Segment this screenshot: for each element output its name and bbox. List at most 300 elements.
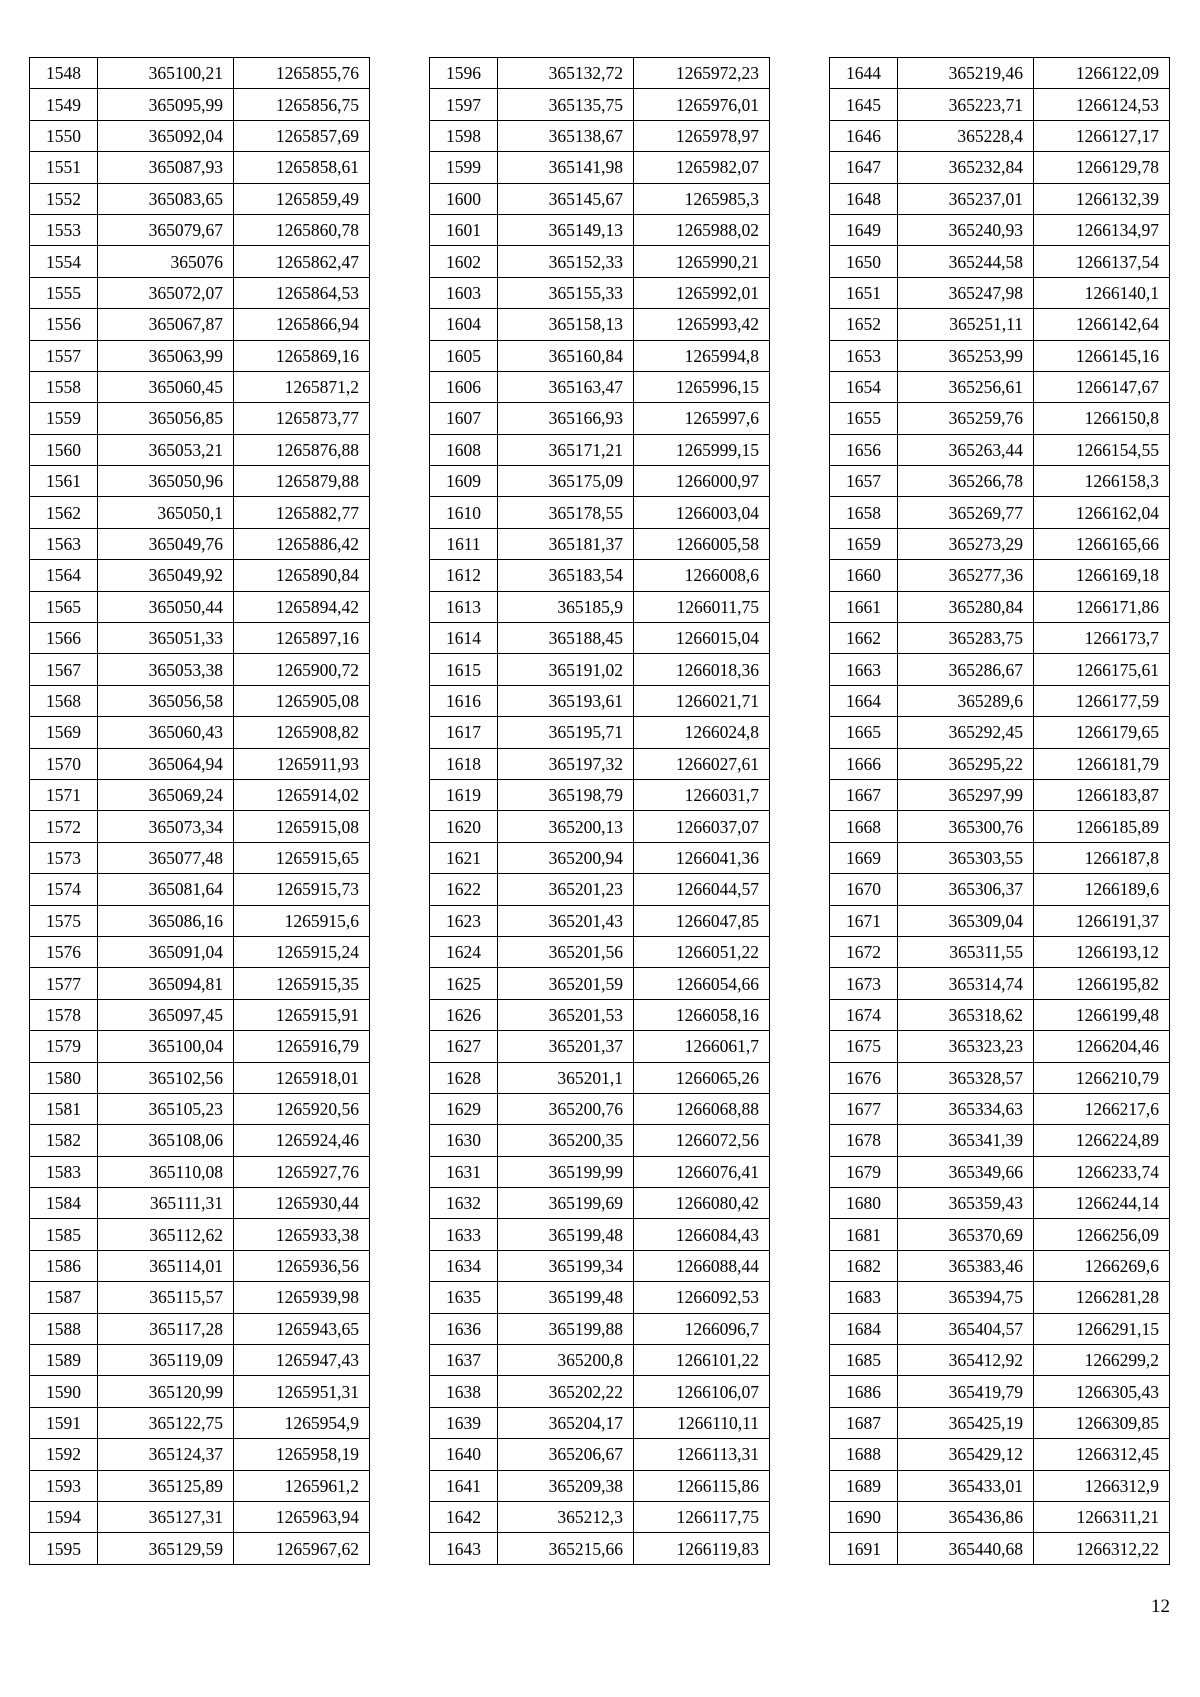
x-coordinate-cell: 365195,71 (498, 717, 634, 748)
point-number-cell: 1683 (830, 1282, 898, 1313)
x-coordinate-cell: 365232,84 (898, 152, 1034, 183)
point-number-cell: 1574 (30, 874, 98, 905)
y-coordinate-cell: 1265855,76 (234, 58, 370, 89)
table-row (830, 1376, 1170, 1407)
x-coordinate-cell: 365215,66 (498, 1533, 634, 1564)
table-row (430, 309, 770, 340)
y-coordinate-cell: 1266021,71 (634, 685, 770, 716)
point-number-cell: 1560 (30, 434, 98, 465)
point-number-cell: 1691 (830, 1533, 898, 1564)
table-row (430, 685, 770, 716)
y-coordinate-cell: 1265905,08 (234, 685, 370, 716)
point-number-cell: 1649 (830, 214, 898, 245)
x-coordinate-cell: 365206,67 (498, 1439, 634, 1470)
point-number-cell: 1582 (30, 1125, 98, 1156)
x-coordinate-cell: 365152,33 (498, 246, 634, 277)
table-row (830, 1439, 1170, 1470)
y-coordinate-cell: 1266244,14 (1034, 1188, 1170, 1219)
y-coordinate-cell: 1265871,2 (234, 371, 370, 402)
x-coordinate-cell: 365127,31 (98, 1501, 234, 1532)
y-coordinate-cell: 1266037,07 (634, 811, 770, 842)
point-number-cell: 1572 (30, 811, 98, 842)
point-number-cell: 1635 (430, 1282, 498, 1313)
table-row (830, 183, 1170, 214)
point-number-cell: 1623 (430, 905, 498, 936)
table-row (30, 403, 370, 434)
point-number-cell: 1573 (30, 842, 98, 873)
y-coordinate-cell: 1266068,88 (634, 1093, 770, 1124)
y-coordinate-cell: 1265936,56 (234, 1250, 370, 1281)
y-coordinate-cell: 1266127,17 (1034, 120, 1170, 151)
point-number-cell: 1614 (430, 623, 498, 654)
x-coordinate-cell: 365112,62 (98, 1219, 234, 1250)
table-row (430, 1439, 770, 1470)
y-coordinate-cell: 1265873,77 (234, 403, 370, 434)
y-coordinate-cell: 1265857,69 (234, 120, 370, 151)
y-coordinate-cell: 1265911,93 (234, 748, 370, 779)
x-coordinate-cell: 365269,77 (898, 497, 1034, 528)
point-number-cell: 1562 (30, 497, 98, 528)
table-row (430, 811, 770, 842)
y-coordinate-cell: 1265951,31 (234, 1376, 370, 1407)
table-row (830, 403, 1170, 434)
table-row (30, 811, 370, 842)
point-number-cell: 1657 (830, 466, 898, 497)
y-coordinate-cell: 1266119,83 (634, 1533, 770, 1564)
point-number-cell: 1639 (430, 1407, 498, 1438)
table-row (430, 58, 770, 89)
x-coordinate-cell: 365251,11 (898, 309, 1034, 340)
x-coordinate-cell: 365108,06 (98, 1125, 234, 1156)
point-number-cell: 1615 (430, 654, 498, 685)
y-coordinate-cell: 1266312,9 (1034, 1470, 1170, 1501)
x-coordinate-cell: 365341,39 (898, 1125, 1034, 1156)
point-number-cell: 1551 (30, 152, 98, 183)
y-coordinate-cell: 1266061,7 (634, 1031, 770, 1062)
x-coordinate-cell: 365087,93 (98, 152, 234, 183)
table-row (830, 717, 1170, 748)
x-coordinate-cell: 365297,99 (898, 779, 1034, 810)
point-number-cell: 1602 (430, 246, 498, 277)
point-number-cell: 1646 (830, 120, 898, 151)
table-row (830, 1031, 1170, 1062)
y-coordinate-cell: 1266299,2 (1034, 1345, 1170, 1376)
point-number-cell: 1682 (830, 1250, 898, 1281)
table-row (830, 779, 1170, 810)
x-coordinate-cell: 365083,65 (98, 183, 234, 214)
point-number-cell: 1576 (30, 936, 98, 967)
x-coordinate-cell: 365200,35 (498, 1125, 634, 1156)
table-row (30, 497, 370, 528)
point-number-cell: 1606 (430, 371, 498, 402)
x-coordinate-cell: 365077,48 (98, 842, 234, 873)
point-number-cell: 1636 (430, 1313, 498, 1344)
point-number-cell: 1669 (830, 842, 898, 873)
table-row (430, 842, 770, 873)
y-coordinate-cell: 1265908,82 (234, 717, 370, 748)
point-number-cell: 1642 (430, 1501, 498, 1532)
point-number-cell: 1684 (830, 1313, 898, 1344)
y-coordinate-cell: 1265924,46 (234, 1125, 370, 1156)
point-number-cell: 1677 (830, 1093, 898, 1124)
coordinate-table-2 (429, 57, 770, 1565)
point-number-cell: 1653 (830, 340, 898, 371)
table-row (30, 309, 370, 340)
x-coordinate-cell: 365237,01 (898, 183, 1034, 214)
y-coordinate-cell: 1265869,16 (234, 340, 370, 371)
point-number-cell: 1629 (430, 1093, 498, 1124)
y-coordinate-cell: 1266181,79 (1034, 748, 1170, 779)
table-row (430, 1407, 770, 1438)
table-row (430, 748, 770, 779)
point-number-cell: 1674 (830, 999, 898, 1030)
point-number-cell: 1630 (430, 1125, 498, 1156)
point-number-cell: 1575 (30, 905, 98, 936)
table-row (830, 1407, 1170, 1438)
point-number-cell: 1618 (430, 748, 498, 779)
y-coordinate-cell: 1265982,07 (634, 152, 770, 183)
table-row (430, 528, 770, 559)
coordinate-table-1 (29, 57, 370, 1565)
x-coordinate-cell: 365060,45 (98, 371, 234, 402)
y-coordinate-cell: 1265967,62 (234, 1533, 370, 1564)
y-coordinate-cell: 1266076,41 (634, 1156, 770, 1187)
point-number-cell: 1661 (830, 591, 898, 622)
point-number-cell: 1672 (830, 936, 898, 967)
y-coordinate-cell: 1265866,94 (234, 309, 370, 340)
x-coordinate-cell: 365119,09 (98, 1345, 234, 1376)
y-coordinate-cell: 1265997,6 (634, 403, 770, 434)
table-row (30, 246, 370, 277)
y-coordinate-cell: 1266142,64 (1034, 309, 1170, 340)
y-coordinate-cell: 1265864,53 (234, 277, 370, 308)
table-row (830, 1470, 1170, 1501)
x-coordinate-cell: 365105,23 (98, 1093, 234, 1124)
x-coordinate-cell: 365202,22 (498, 1376, 634, 1407)
table-row (30, 434, 370, 465)
point-number-cell: 1690 (830, 1501, 898, 1532)
y-coordinate-cell: 1266145,16 (1034, 340, 1170, 371)
table-row (830, 1093, 1170, 1124)
y-coordinate-cell: 1266018,36 (634, 654, 770, 685)
table-row (430, 1533, 770, 1564)
table-row (830, 528, 1170, 559)
x-coordinate-cell: 365171,21 (498, 434, 634, 465)
x-coordinate-cell: 365081,64 (98, 874, 234, 905)
table-row (430, 89, 770, 120)
table-row (430, 1282, 770, 1313)
table-row (830, 466, 1170, 497)
point-number-cell: 1621 (430, 842, 498, 873)
point-number-cell: 1548 (30, 58, 98, 89)
point-number-cell: 1619 (430, 779, 498, 810)
table-row (430, 1188, 770, 1219)
x-coordinate-cell: 365094,81 (98, 968, 234, 999)
point-number-cell: 1660 (830, 560, 898, 591)
x-coordinate-cell: 365120,99 (98, 1376, 234, 1407)
x-coordinate-cell: 365266,78 (898, 466, 1034, 497)
table-row (30, 842, 370, 873)
x-coordinate-cell: 365086,16 (98, 905, 234, 936)
x-coordinate-cell: 365256,61 (898, 371, 1034, 402)
point-number-cell: 1638 (430, 1376, 498, 1407)
y-coordinate-cell: 1265930,44 (234, 1188, 370, 1219)
y-coordinate-cell: 1266169,18 (1034, 560, 1170, 591)
x-coordinate-cell: 365155,33 (498, 277, 634, 308)
x-coordinate-cell: 365200,8 (498, 1345, 634, 1376)
x-coordinate-cell: 365149,13 (498, 214, 634, 245)
x-coordinate-cell: 365318,62 (898, 999, 1034, 1030)
x-coordinate-cell: 365193,61 (498, 685, 634, 716)
x-coordinate-cell: 365311,55 (898, 936, 1034, 967)
table-row (30, 277, 370, 308)
x-coordinate-cell: 365359,43 (898, 1188, 1034, 1219)
x-coordinate-cell: 365095,99 (98, 89, 234, 120)
x-coordinate-cell: 365092,04 (98, 120, 234, 151)
y-coordinate-cell: 1265915,24 (234, 936, 370, 967)
table-row (830, 120, 1170, 151)
table-row (830, 1313, 1170, 1344)
y-coordinate-cell: 1266189,6 (1034, 874, 1170, 905)
table-row (830, 1062, 1170, 1093)
table-row (830, 246, 1170, 277)
x-coordinate-cell: 365063,99 (98, 340, 234, 371)
x-coordinate-cell: 365303,55 (898, 842, 1034, 873)
y-coordinate-cell: 1265976,01 (634, 89, 770, 120)
y-coordinate-cell: 1266088,44 (634, 1250, 770, 1281)
point-number-cell: 1600 (430, 183, 498, 214)
table-row (30, 89, 370, 120)
y-coordinate-cell: 1266054,66 (634, 968, 770, 999)
x-coordinate-cell: 365201,1 (498, 1062, 634, 1093)
y-coordinate-cell: 1266312,22 (1034, 1533, 1170, 1564)
table-row (430, 120, 770, 151)
y-coordinate-cell: 1266051,22 (634, 936, 770, 967)
y-coordinate-cell: 1266137,54 (1034, 246, 1170, 277)
x-coordinate-cell: 365158,13 (498, 309, 634, 340)
point-number-cell: 1652 (830, 309, 898, 340)
y-coordinate-cell: 1266031,7 (634, 779, 770, 810)
x-coordinate-cell: 365181,37 (498, 528, 634, 559)
table-row (430, 874, 770, 905)
x-coordinate-cell: 365097,45 (98, 999, 234, 1030)
point-number-cell: 1595 (30, 1533, 98, 1564)
y-coordinate-cell: 1266134,97 (1034, 214, 1170, 245)
point-number-cell: 1557 (30, 340, 98, 371)
x-coordinate-cell: 365263,44 (898, 434, 1034, 465)
table-row (30, 1031, 370, 1062)
x-coordinate-cell: 365283,75 (898, 623, 1034, 654)
table-row (30, 905, 370, 936)
x-coordinate-cell: 365199,34 (498, 1250, 634, 1281)
x-coordinate-cell: 365166,93 (498, 403, 634, 434)
point-number-cell: 1609 (430, 466, 498, 497)
point-number-cell: 1599 (430, 152, 498, 183)
point-number-cell: 1569 (30, 717, 98, 748)
y-coordinate-cell: 1265882,77 (234, 497, 370, 528)
x-coordinate-cell: 365201,23 (498, 874, 634, 905)
point-number-cell: 1565 (30, 591, 98, 622)
point-number-cell: 1586 (30, 1250, 98, 1281)
x-coordinate-cell: 365300,76 (898, 811, 1034, 842)
x-coordinate-cell: 365197,32 (498, 748, 634, 779)
x-coordinate-cell: 365349,66 (898, 1156, 1034, 1187)
y-coordinate-cell: 1265927,76 (234, 1156, 370, 1187)
point-number-cell: 1686 (830, 1376, 898, 1407)
y-coordinate-cell: 1266101,22 (634, 1345, 770, 1376)
y-coordinate-cell: 1266008,6 (634, 560, 770, 591)
x-coordinate-cell: 365138,67 (498, 120, 634, 151)
point-number-cell: 1626 (430, 999, 498, 1030)
y-coordinate-cell: 1266110,11 (634, 1407, 770, 1438)
page-number: 12 (1151, 1596, 1170, 1617)
table-row (830, 560, 1170, 591)
point-number-cell: 1578 (30, 999, 98, 1030)
y-coordinate-cell: 1266233,74 (1034, 1156, 1170, 1187)
table-row (430, 936, 770, 967)
table-row (830, 58, 1170, 89)
x-coordinate-cell: 365277,36 (898, 560, 1034, 591)
y-coordinate-cell: 1266312,45 (1034, 1439, 1170, 1470)
x-coordinate-cell: 365201,56 (498, 936, 634, 967)
table-row (30, 1219, 370, 1250)
point-number-cell: 1610 (430, 497, 498, 528)
x-coordinate-cell: 365370,69 (898, 1219, 1034, 1250)
point-number-cell: 1679 (830, 1156, 898, 1187)
x-coordinate-cell: 365100,21 (98, 58, 234, 89)
y-coordinate-cell: 1265890,84 (234, 560, 370, 591)
x-coordinate-cell: 365056,85 (98, 403, 234, 434)
x-coordinate-cell: 365334,63 (898, 1093, 1034, 1124)
table-row (430, 246, 770, 277)
y-coordinate-cell: 1265858,61 (234, 152, 370, 183)
point-number-cell: 1659 (830, 528, 898, 559)
y-coordinate-cell: 1265860,78 (234, 214, 370, 245)
point-number-cell: 1625 (430, 968, 498, 999)
y-coordinate-cell: 1266129,78 (1034, 152, 1170, 183)
y-coordinate-cell: 1266117,75 (634, 1501, 770, 1532)
point-number-cell: 1554 (30, 246, 98, 277)
y-coordinate-cell: 1265914,02 (234, 779, 370, 810)
y-coordinate-cell: 1265958,19 (234, 1439, 370, 1470)
x-coordinate-cell: 365114,01 (98, 1250, 234, 1281)
y-coordinate-cell: 1265897,16 (234, 623, 370, 654)
y-coordinate-cell: 1266150,8 (1034, 403, 1170, 434)
table-row (830, 905, 1170, 936)
table-row (430, 497, 770, 528)
point-number-cell: 1593 (30, 1470, 98, 1501)
y-coordinate-cell: 1266162,04 (1034, 497, 1170, 528)
y-coordinate-cell: 1266140,1 (1034, 277, 1170, 308)
point-number-cell: 1581 (30, 1093, 98, 1124)
y-coordinate-cell: 1266047,85 (634, 905, 770, 936)
x-coordinate-cell: 365049,76 (98, 528, 234, 559)
point-number-cell: 1592 (30, 1439, 98, 1470)
table-row (430, 371, 770, 402)
x-coordinate-cell: 365198,79 (498, 779, 634, 810)
table-row (430, 905, 770, 936)
table-row (430, 214, 770, 245)
x-coordinate-cell: 365053,21 (98, 434, 234, 465)
y-coordinate-cell: 1265994,8 (634, 340, 770, 371)
table-row (830, 340, 1170, 371)
table-row (30, 1439, 370, 1470)
table-row (430, 1156, 770, 1187)
table-row (30, 1125, 370, 1156)
x-coordinate-cell: 365056,58 (98, 685, 234, 716)
y-coordinate-cell: 1266106,07 (634, 1376, 770, 1407)
point-number-cell: 1571 (30, 779, 98, 810)
point-number-cell: 1656 (830, 434, 898, 465)
x-coordinate-cell: 365125,89 (98, 1470, 234, 1501)
x-coordinate-cell: 365289,6 (898, 685, 1034, 716)
table-row (30, 1376, 370, 1407)
x-coordinate-cell: 365185,9 (498, 591, 634, 622)
y-coordinate-cell: 1266185,89 (1034, 811, 1170, 842)
x-coordinate-cell: 365200,94 (498, 842, 634, 873)
y-coordinate-cell: 1266217,6 (1034, 1093, 1170, 1124)
point-number-cell: 1632 (430, 1188, 498, 1219)
x-coordinate-cell: 365060,43 (98, 717, 234, 748)
point-number-cell: 1570 (30, 748, 98, 779)
point-number-cell: 1613 (430, 591, 498, 622)
y-coordinate-cell: 1266199,48 (1034, 999, 1170, 1030)
point-number-cell: 1585 (30, 1219, 98, 1250)
table-row (30, 654, 370, 685)
y-coordinate-cell: 1266015,04 (634, 623, 770, 654)
point-number-cell: 1617 (430, 717, 498, 748)
y-coordinate-cell: 1266124,53 (1034, 89, 1170, 120)
y-coordinate-cell: 1265963,94 (234, 1501, 370, 1532)
point-number-cell: 1628 (430, 1062, 498, 1093)
y-coordinate-cell: 1265978,97 (634, 120, 770, 151)
y-coordinate-cell: 1266005,58 (634, 528, 770, 559)
point-number-cell: 1553 (30, 214, 98, 245)
table-row (830, 811, 1170, 842)
table-row (430, 1093, 770, 1124)
point-number-cell: 1673 (830, 968, 898, 999)
table-row (430, 999, 770, 1030)
x-coordinate-cell: 365129,59 (98, 1533, 234, 1564)
point-number-cell: 1584 (30, 1188, 98, 1219)
y-coordinate-cell: 1265961,2 (234, 1470, 370, 1501)
table-row (30, 591, 370, 622)
x-coordinate-cell: 365073,34 (98, 811, 234, 842)
table-row (430, 1470, 770, 1501)
x-coordinate-cell: 365425,19 (898, 1407, 1034, 1438)
x-coordinate-cell: 365199,48 (498, 1219, 634, 1250)
point-number-cell: 1568 (30, 685, 98, 716)
y-coordinate-cell: 1265915,65 (234, 842, 370, 873)
x-coordinate-cell: 365228,4 (898, 120, 1034, 151)
y-coordinate-cell: 1265886,42 (234, 528, 370, 559)
point-number-cell: 1598 (430, 120, 498, 151)
y-coordinate-cell: 1266177,59 (1034, 685, 1170, 716)
point-number-cell: 1648 (830, 183, 898, 214)
point-number-cell: 1549 (30, 89, 98, 120)
x-coordinate-cell: 365050,44 (98, 591, 234, 622)
x-coordinate-cell: 365135,75 (498, 89, 634, 120)
x-coordinate-cell: 365323,23 (898, 1031, 1034, 1062)
x-coordinate-cell: 365188,45 (498, 623, 634, 654)
y-coordinate-cell: 1265933,38 (234, 1219, 370, 1250)
y-coordinate-cell: 1265954,9 (234, 1407, 370, 1438)
y-coordinate-cell: 1266309,85 (1034, 1407, 1170, 1438)
table-row (30, 371, 370, 402)
y-coordinate-cell: 1265915,08 (234, 811, 370, 842)
table-row (30, 623, 370, 654)
table-row (30, 1313, 370, 1344)
